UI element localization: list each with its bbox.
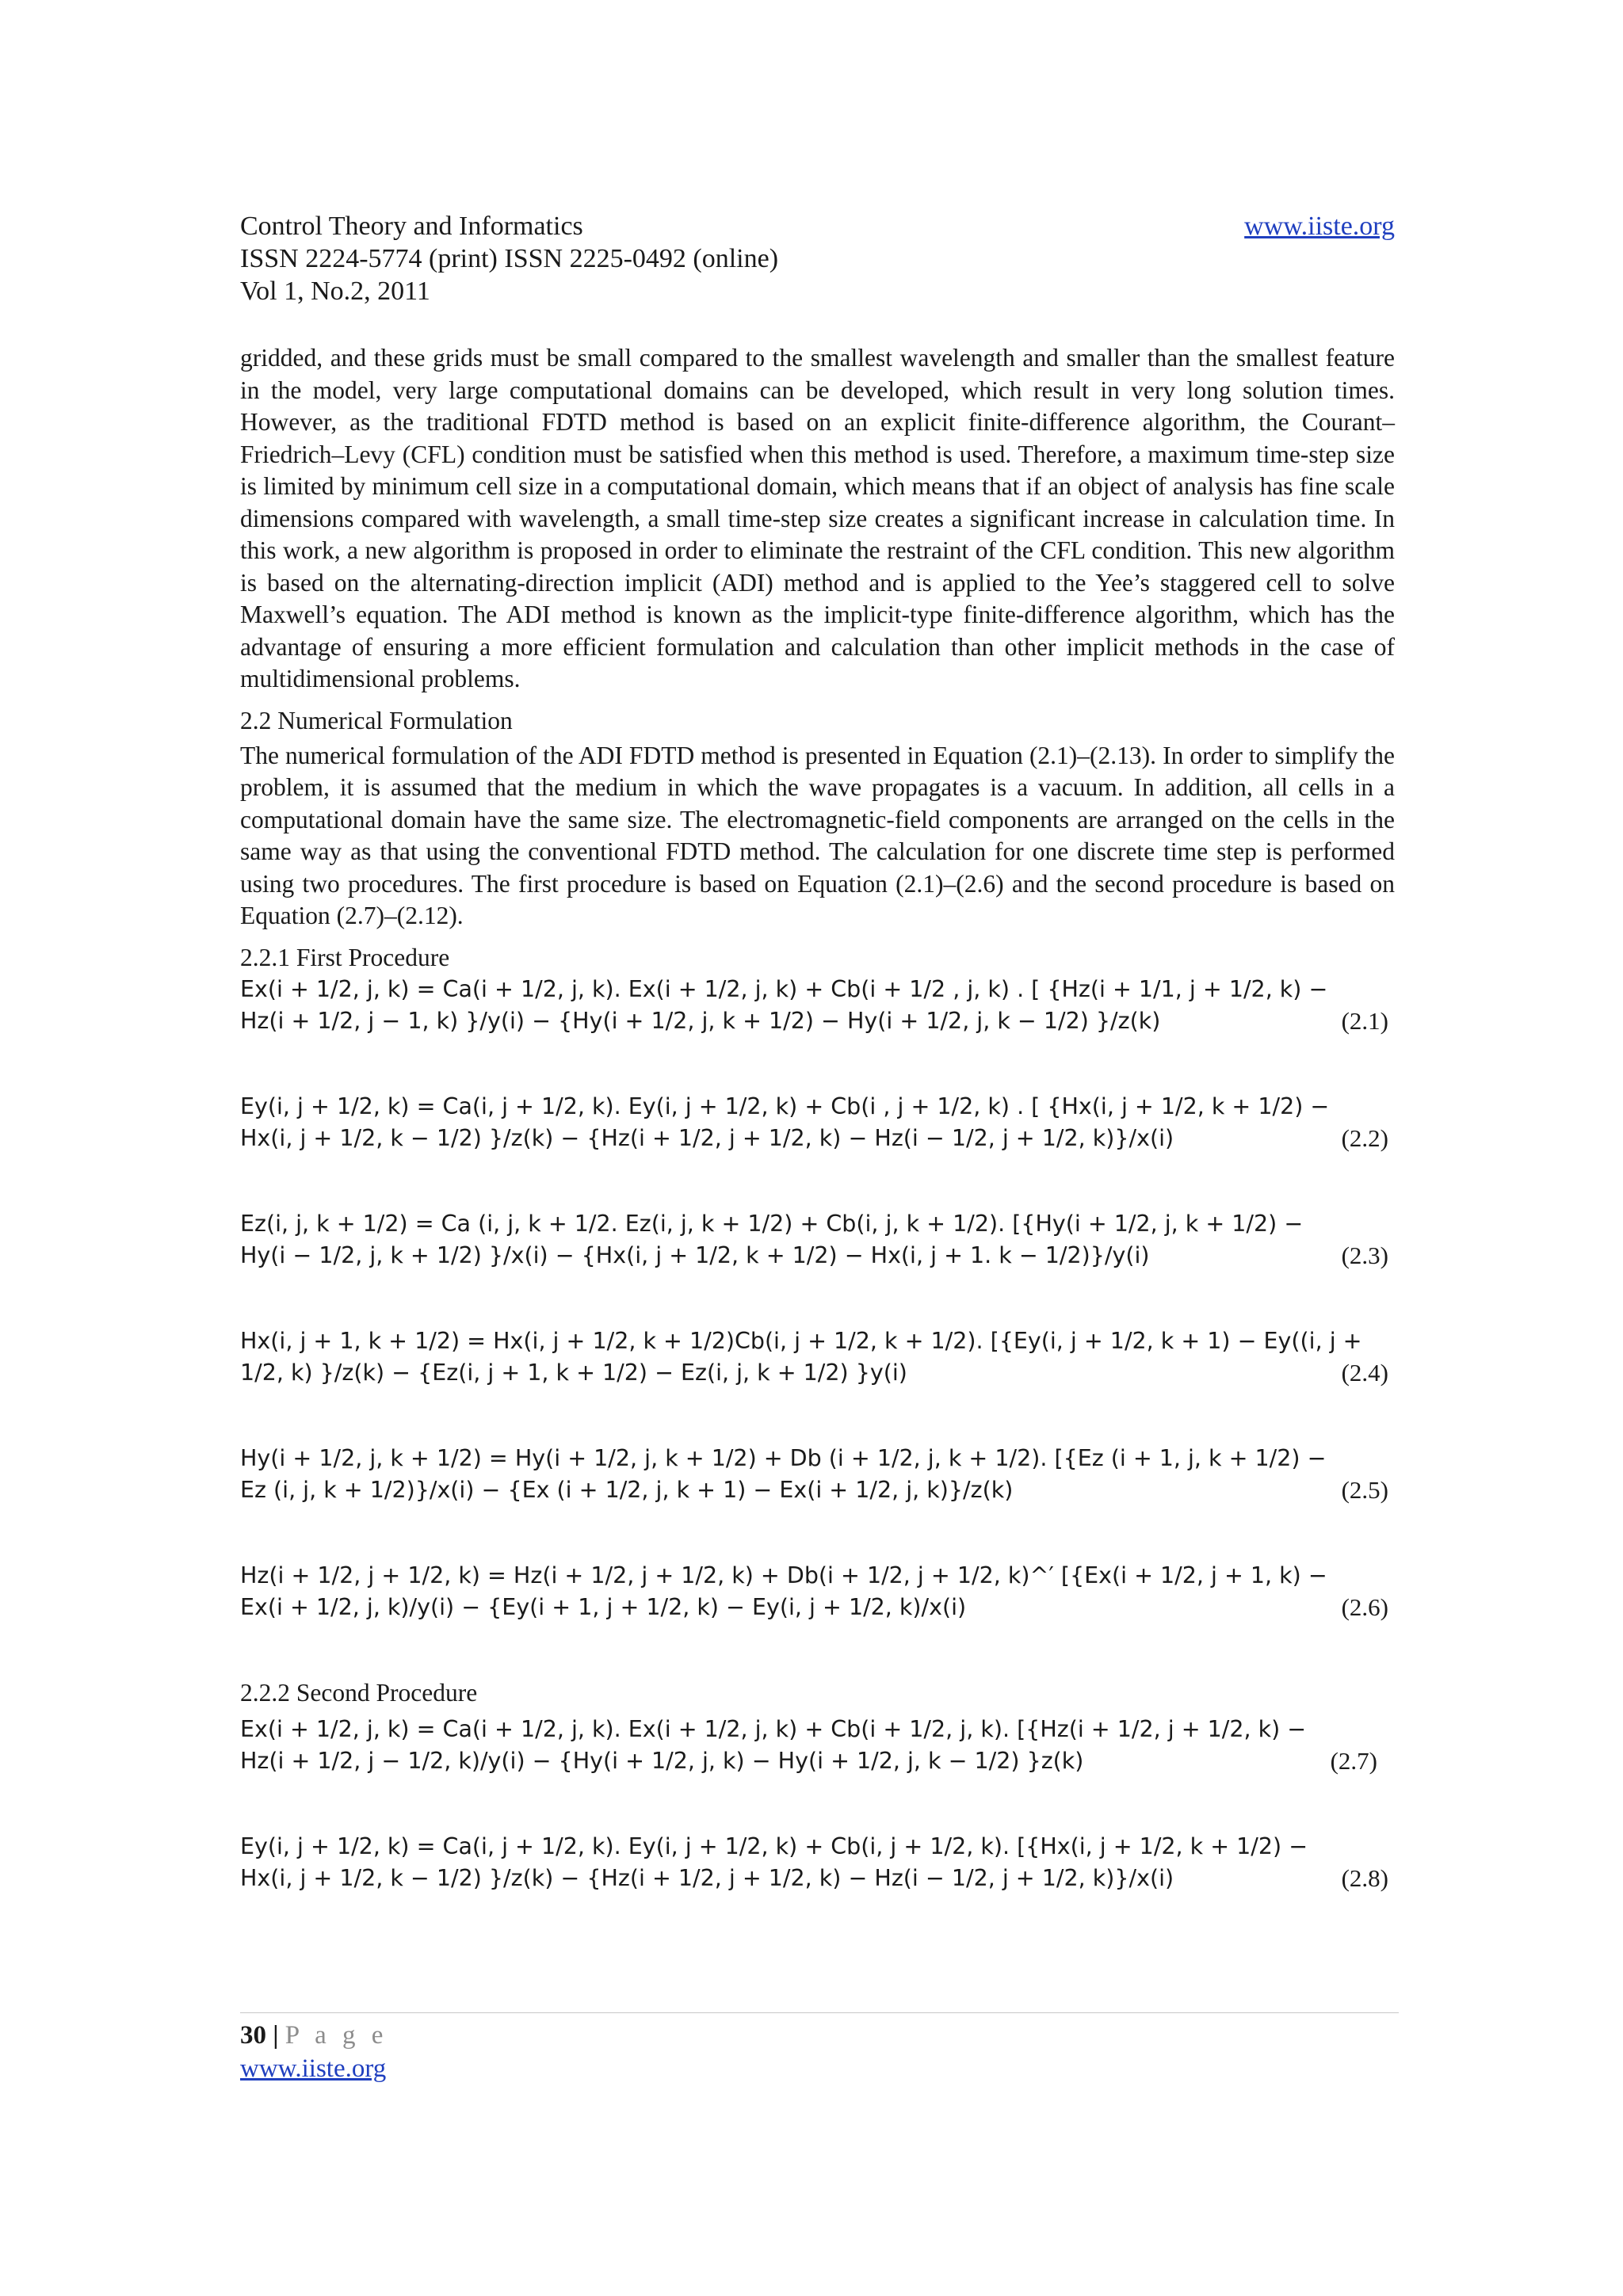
page-header [240, 210, 1395, 307]
equation-line: Hy(i + 1/2, j, k + 1/2) = Hy(i + 1/2, j, k + 1/2) + Db (i + 1/2, j, k + 1/2). [{Ez (i + 1, j, k + 1/2) − [240, 1444, 1327, 1471]
page-body [240, 342, 1395, 1894]
equation-2-7 [240, 1714, 1395, 1777]
section-heading-numerical-formulation: 2.2 Numerical Formulation [240, 706, 513, 734]
equation-number: (2.3) [1341, 1241, 1388, 1269]
equation-line: Hy(i − 1/2, j, k + 1/2) }/x(i) − {Hx(i, j + 1/2, k + 1/2) − Hx(i, j + 1. k − 1/2)}/y(i) [240, 1241, 1150, 1268]
equation-2-4 [240, 1325, 1395, 1389]
equation-line: Ez (i, j, k + 1/2)}/x(i) − {Ex (i + 1/2, j, k + 1) − Ex(i + 1/2, j, k)}/z(k) [240, 1476, 1014, 1503]
footer-divider [240, 2012, 1399, 2013]
equation-line: Hx(i, j + 1/2, k − 1/2) }/z(k) − {Hz(i + 1/2, j + 1/2, k) − Hz(i − 1/2, j + 1/2, k)}/x(i) [240, 1864, 1174, 1891]
equation-line: 1/2, k) }/z(k) − {Ez(i, j + 1, k + 1/2) − Ez(i, j, k + 1/2) }y(i) [240, 1359, 907, 1386]
journal-title: Control Theory and Informatics [240, 212, 583, 241]
equation-number: (2.5) [1341, 1475, 1388, 1504]
formulation-paragraph: The numerical formulation of the ADI FDTD method is presented in Equation (2.1)–(2.13). In order to simplify the problem, it is assumed that the medium in which the wave propagates is a vacuum. In addition, all cells in a computational domain have the same size. The electromagnetic-field components are arranged on the cells in the same way as that using the conventional FDTD method. The calculation for one discrete time step is performed using two procedures. The first procedure is based on Equation (2.1)–(2.6) and the second procedure is based on Equation (2.7)–(2.12). [240, 741, 1395, 929]
equation-line: Hx(i, j + 1, k + 1/2) = Hx(i, j + 1/2, k + 1/2)Cb(i, j + 1/2, k + 1/2). [{Ey(i, j + 1/2, k + 1) − Ey((i, j + [240, 1327, 1362, 1354]
equation-2-3 [240, 1208, 1395, 1272]
equation-line: Ex(i + 1/2, j, k) = Ca(i + 1/2, j, k). Ex(i + 1/2, j, k) + Cb(i + 1/2, j, k). [{Hz(i + 1/2, j + 1/2, k) − [240, 1715, 1307, 1742]
equation-2-5 [240, 1443, 1395, 1506]
equation-line: Hz(i + 1/2, j − 1/2, k)/y(i) − {Hy(i + 1/2, j, k) − Hy(i + 1/2, j, k − 1/2) }z(k) [240, 1747, 1084, 1774]
equation-line: Ey(i, j + 1/2, k) = Ca(i, j + 1/2, k). Ey(i, j + 1/2, k) + Cb(i , j + 1/2, k) . [ {Hx(i, j + 1/2, k + 1/2) − [240, 1093, 1330, 1119]
equation-line: Ex(i + 1/2, j, k)/y(i) − {Ey(i + 1, j + 1/2, k) − Ey(i, j + 1/2, k)/x(i) [240, 1593, 967, 1620]
equation-line: Hz(i + 1/2, j − 1, k) }/y(i) − {Hy(i + 1/2, j, k + 1/2) − Hy(i + 1/2, j, k − 1/2) }/z(k) [240, 1007, 1161, 1034]
equation-number: (2.6) [1341, 1592, 1388, 1621]
equation-number: (2.2) [1341, 1123, 1388, 1152]
equation-number: (2.4) [1341, 1358, 1388, 1386]
equation-number: (2.1) [1341, 1006, 1388, 1035]
equation-2-1 [240, 974, 1395, 1037]
equation-2-2 [240, 1091, 1395, 1154]
equation-line: Hx(i, j + 1/2, k − 1/2) }/z(k) − {Hz(i + 1/2, j + 1/2, k) − Hz(i − 1/2, j + 1/2, k)}/x(i) [240, 1124, 1174, 1151]
equation-number: (2.8) [1341, 1863, 1388, 1892]
equation-line: Ey(i, j + 1/2, k) = Ca(i, j + 1/2, k). Ey(i, j + 1/2, k) + Cb(i, j + 1/2, k). [{Hx(i, j + 1/2, k + 1/2) − [240, 1833, 1308, 1859]
page-word: P a g e [285, 2021, 388, 2050]
equation-line: Ez(i, j, k + 1/2) = Ca (i, j, k + 1/2. Ez(i, j, k + 1/2) + Cb(i, j, k + 1/2). [{Hy(i + 1/2, j, k + 1/2) − [240, 1210, 1304, 1237]
page-number: 30 [240, 2021, 266, 2050]
volume-line: Vol 1, No.2, 2011 [240, 277, 430, 306]
equation-2-8 [240, 1831, 1395, 1894]
equation-line: Ex(i + 1/2, j, k) = Ca(i + 1/2, j, k). Ex(i + 1/2, j, k) + Cb(i + 1/2 , j, k) . [ {Hz(i + 1/1, j + 1/2, k) − [240, 975, 1328, 1002]
equation-2-6 [240, 1560, 1395, 1623]
subsection-heading-second-procedure: 2.2.2 Second Procedure [240, 1678, 478, 1707]
page-separator: | [273, 2021, 279, 2050]
header-website-link[interactable]: www.iiste.org [1244, 212, 1395, 241]
equation-number: (2.7) [1330, 1746, 1377, 1775]
footer-website-link[interactable]: www.iiste.org [240, 2054, 387, 2083]
equation-line: Hz(i + 1/2, j + 1/2, k) = Hz(i + 1/2, j + 1/2, k) + Db(i + 1/2, j + 1/2, k)^′ [{Ex(i + 1/2, j + 1, k) − [240, 1562, 1327, 1589]
issn-line: ISSN 2224-5774 (print) ISSN 2225-0492 (online) [240, 244, 779, 273]
page-footer [240, 2019, 388, 2085]
intro-paragraph: gridded, and these grids must be small compared to the smallest wavelength and smaller than the smallest feature in the model, very large computational domains can be developed, which result in very long solution times. However, as the traditional FDTD method is based on an explicit finite-difference algorithm, the Courant–Friedrich–Levy (CFL) condition must be satisfied when this method is used. Therefore, a maximum time-step size is limited by minimum cell size in a computational domain, which means that if an object of analysis has fine scale dimensions compared with wavelength, a small time-step size creates a significant increase in calculation time. In this work, a new algorithm is proposed in order to eliminate the restraint of the CFL condition. This new algorithm is based on the alternating-direction implicit (ADI) method and is applied to the Yee’s staggered cell to solve Maxwell’s equation. The ADI method is known as the implicit-type finite-difference algorithm, which has the advantage of ensuring a more efficient formulation and calculation than other implicit methods in the case of multidimensional problems. [240, 344, 1395, 692]
subsection-heading-first-procedure: 2.2.1 First Procedure [240, 943, 450, 971]
